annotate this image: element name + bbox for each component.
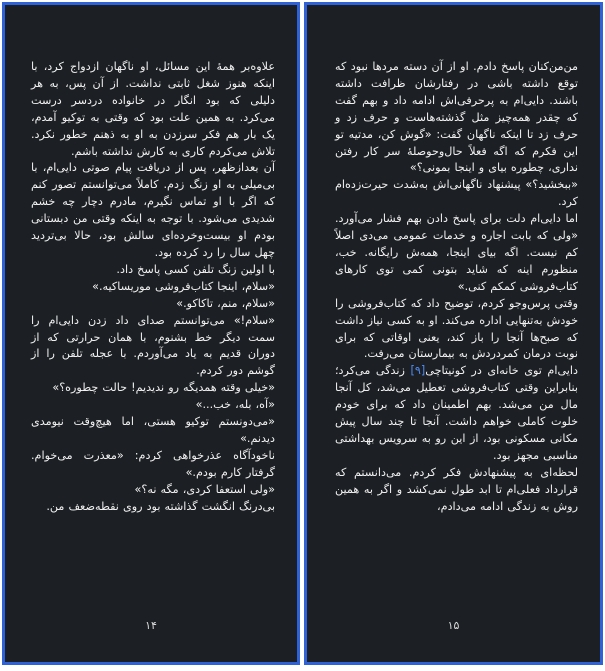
paragraph-text: زندگی می‌کرد؛ بنابراین وقتی کتاب‌فروشی تعطیل می‌شد، کل آنجا مال من می‌شد. بهم اطمینان داد که برای خودم خلوت کاملی خواهم داشت. آنجا تا چند سال پیش مکانی مسکونی بود، از این رو به سرویس بهداشتی مناسبی مجهز بود. bbox=[335, 364, 578, 462]
paragraph: «ولی استعفا کردی، مگه نه؟» bbox=[134, 482, 275, 496]
paragraph: «آه، بله، خب...» bbox=[195, 398, 275, 412]
page-right bbox=[304, 2, 603, 665]
paragraph: «سلام!» می‌توانستم صدای داد زدن دایی‌ام را سمت دیگر خط بشنوم، با همان حرارتی که از دوران قدیم به یاد می‌آوردم. با عجله تلفن را از گوشم دور کردم. bbox=[31, 313, 275, 378]
paragraph-with-footnote bbox=[335, 363, 578, 464]
paragraph: لحظه‌ای به پیشنهادش فکر کردم. می‌دانستم که قرارداد فعلی‌ام تا ابد طول نمی‌کشد و اگر به همین روش به زندگی ادامه می‌دادم، bbox=[335, 465, 578, 513]
paragraph: «می‌دونستم توکیو هستی، اما هیچ‌وقت نیومدی دیدنم.» bbox=[31, 415, 275, 445]
paragraph: «سلام، اینجا کتاب‌فروشی موریساکیه.» bbox=[92, 279, 275, 293]
page-left-text bbox=[31, 59, 275, 515]
paragraph: با اولین زنگ تلفن کسی پاسخ داد. bbox=[116, 262, 275, 276]
paragraph: «ببخشید؟» پیشنهاد ناگهانی‌اش به‌شدت حیرت‌زده‌ام کرد. bbox=[335, 178, 578, 209]
paragraph: بی‌درنگ انگشت گذاشته بود روی نقطه‌ضعف من. bbox=[46, 499, 275, 513]
paragraph: «سلام، منم، تاکاکو.» bbox=[176, 296, 275, 310]
paragraph: علاوه‌بر همهٔ این مسائل، او ناگهان ازدواج کرد، با اینکه هنوز شغل ثابتی نداشت. از آن پس، به هر دلیلی که بود انگار در خانواده دردسر درست می‌کرد. به همین علت بود که وقتی به توکیو آمدم، یک بار هم فکر سرزدن به او به ذهنم خطور نکرد. تلاش می‌کردم کاری به کارش نداشته باشم. bbox=[31, 60, 275, 158]
paragraph: اما دایی‌ام دلت برای پاسخ دادن بهم فشار می‌آورد. «ولی که بابت اجاره و خدمات عمومی می‌دی اصلاً کم نیست. اگه بیای اینجا، همه‌ش رایگانه. خب، منظورم اینه که شاید بتونی کمی توی کارهای کتاب‌فروشی کمکم کنی.» bbox=[335, 212, 578, 293]
page-number: ۱۵ bbox=[447, 619, 460, 632]
paragraph: وقتی پرس‌وجو کردم، توضیح داد که کتاب‌فروشی را خودش به‌تنهایی اداره می‌کند. او به کسی نیاز داشت که صبح‌ها آنجا را باز کند، یعنی اوقاتی که برای نوبت درمان کمردردش به بیمارستان می‌رفت. bbox=[335, 296, 578, 361]
paragraph: «خیلی وقته همدیگه رو ندیدیم! حالت چطوره؟» bbox=[52, 381, 275, 395]
paragraph: ناخودآگاه عذرخواهی کردم: «معذرت می‌خوام. گرفتار کارم بودم.» bbox=[31, 448, 275, 479]
page-right-text bbox=[335, 59, 578, 515]
footnote-link[interactable]: [۹] bbox=[410, 364, 426, 378]
page-left bbox=[2, 2, 300, 665]
paragraph-text: دایی‌ام توی خانه‌ای در کونیتاچی bbox=[425, 364, 578, 378]
page-number: ۱۴ bbox=[145, 619, 157, 632]
paragraph: من‌من‌کنان پاسخ دادم. او از آن دسته مردها نبود که توقع داشته باشی در رفتارشان ظرافت داشته باشند. دایی‌ام به پرحرفی‌اش ادامه داد و بهم گفت که چقدر همه‌چیز مثل گذشته‌هاست و حرف زد و حرف زد تا اینکه ناگهان گفت: «گوش کن، مدتیه تو این فکرم که اگه فعلاً حال‌وحوصلهٔ سر کار رفتن نداری، چطوره بیای و اینجا بمونی؟» bbox=[335, 60, 578, 175]
paragraph: آن بعدازظهر، پس از دریافت پیام صوتی دایی‌ام، با بی‌میلی به او زنگ زدم. کاملاً می‌توانستم تصور کنم که اگر با او تماس نگیرم، مادرم دچار چه خشم شدیدی می‌شود. با توجه به اینکه وقتی من دبستانی بودم او بیست‌وخرده‌ای سالش بود، حالا بی‌تردید چهل سال را رد کرده بود. bbox=[31, 161, 275, 259]
